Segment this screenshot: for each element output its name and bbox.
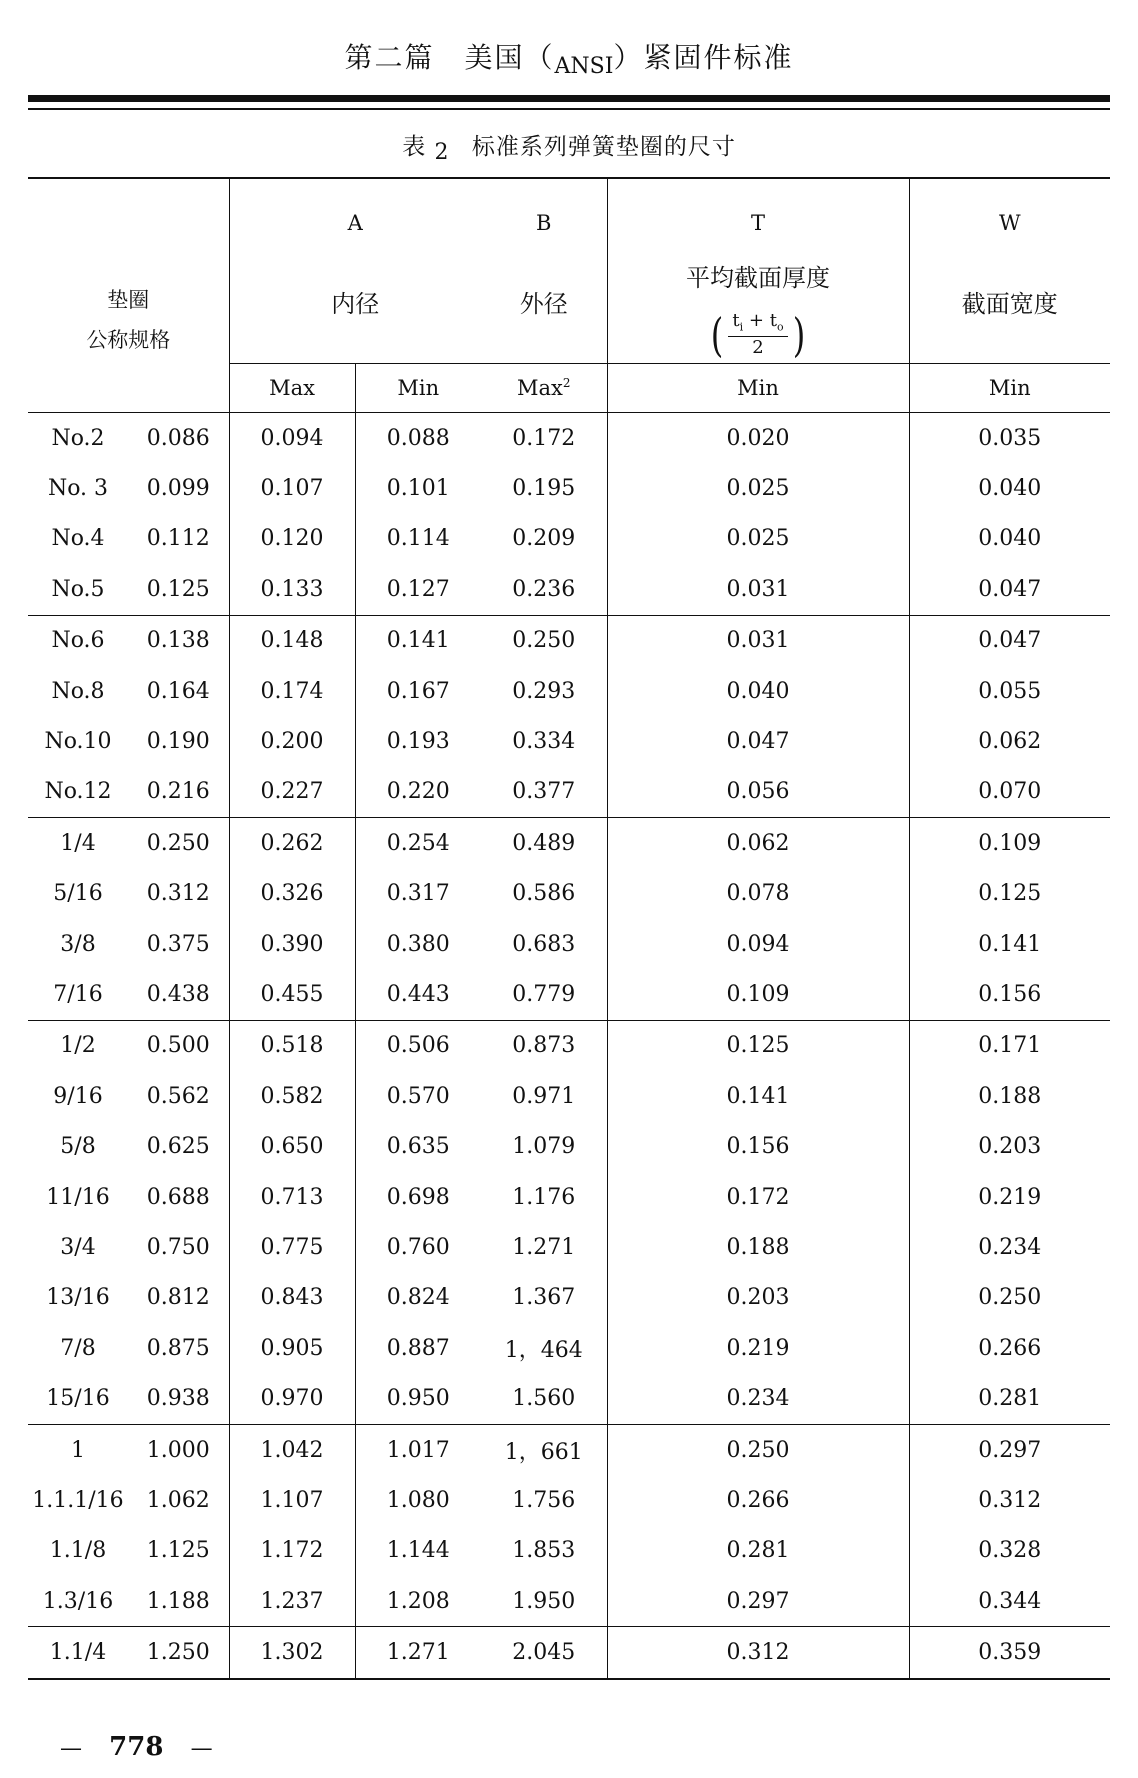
t-min-cell: 0.250 [607, 1424, 909, 1475]
formula-numerator [728, 311, 787, 337]
table-row [28, 1020, 1110, 1071]
a-max-cell: 1.172 [229, 1526, 355, 1576]
header-sub-B-max-text: Max [517, 376, 563, 400]
a-min-cell: 1.144 [386, 1538, 450, 1564]
table-row [28, 413, 1110, 464]
size-cell: 1/2 [60, 1033, 96, 1059]
size-cell: No. 3 [47, 476, 109, 502]
b-max-cell: 1.756 [481, 1475, 607, 1525]
w-min-cell: 0.035 [978, 425, 1042, 451]
header-washer-label-line2: 公称规格 [86, 327, 171, 352]
a-min-cell: 0.167 [386, 678, 450, 704]
size-cell: 1 [71, 1437, 85, 1463]
a-max-cell: 0.174 [229, 666, 355, 716]
page-header [0, 36, 1138, 79]
a-min-cell: 0.824 [386, 1285, 450, 1311]
a-max-cell: 0.326 [229, 869, 355, 919]
a-max-cell: 1.237 [229, 1576, 355, 1627]
b-max-cell: 0.489 [481, 818, 607, 869]
header-sub-T-min: Min [607, 364, 909, 413]
t-min-cell: 0.234 [607, 1373, 909, 1424]
w-min-cell: 0.266 [978, 1335, 1042, 1361]
size-cell: 1.1.1/16 [32, 1487, 124, 1513]
w-min-cell: 0.344 [909, 1576, 1110, 1627]
size-cell: 1.1/8 [49, 1538, 107, 1564]
t-min-cell: 0.056 [607, 767, 909, 818]
w-min-cell: 0.234 [978, 1234, 1042, 1260]
a-min-cell: 0.088 [386, 425, 450, 451]
nominal-cell: 1.125 [128, 1526, 229, 1576]
nominal-cell: 0.086 [128, 413, 229, 464]
nominal-cell: 0.812 [128, 1273, 229, 1323]
nominal-cell: 1.250 [128, 1627, 229, 1679]
a-min-cell: 1.080 [386, 1487, 450, 1513]
a-min-cell: 0.141 [386, 628, 450, 654]
w-min-cell: 0.250 [978, 1285, 1042, 1311]
spring-washer-table [28, 177, 1110, 1680]
b-max-cell: 0.873 [481, 1020, 607, 1071]
a-min-cell: 0.254 [386, 830, 450, 856]
t-min-cell: 0.266 [607, 1475, 909, 1525]
w-min-cell: 0.171 [978, 1033, 1042, 1059]
table-row [28, 1323, 1110, 1373]
a-max-cell: 0.970 [229, 1373, 355, 1424]
table-row [28, 1121, 1110, 1171]
header-B-name: 外径 [481, 239, 607, 364]
w-min-cell: 0.141 [978, 931, 1042, 957]
t-min-cell: 0.020 [607, 413, 909, 464]
w-min-cell: 0.062 [978, 729, 1042, 755]
page-number: 778 [109, 1732, 164, 1762]
size-cell: 11/16 [46, 1184, 110, 1210]
nominal-cell: 1.188 [128, 1576, 229, 1627]
nominal-cell: 0.099 [128, 463, 229, 513]
a-min-cell: 0.950 [355, 1373, 481, 1424]
b-max-cell: 1.853 [481, 1526, 607, 1576]
formula-ti-sub: i [739, 320, 744, 334]
b-max-cell: 1.271 [481, 1222, 607, 1272]
formula-to-sub: o [776, 320, 784, 334]
size-cell: No.12 [28, 767, 128, 818]
table-row [28, 615, 1110, 666]
w-min-cell: 0.040 [978, 476, 1042, 502]
a-max-cell: 0.262 [229, 818, 355, 869]
table-row [28, 969, 1110, 1020]
a-min-cell: 0.887 [386, 1335, 450, 1361]
table-row [28, 1373, 1110, 1424]
b-max-cell: 1.079 [481, 1121, 607, 1171]
table-row [28, 716, 1110, 766]
w-min-cell: 0.359 [909, 1627, 1110, 1679]
formula-denominator: 2 [752, 336, 764, 358]
w-min-cell: 0.297 [978, 1437, 1042, 1463]
size-cell: 9/16 [53, 1083, 103, 1109]
w-min-cell: 0.047 [978, 628, 1042, 654]
t-min-cell: 0.078 [607, 869, 909, 919]
header-sub-B-max-note: 2 [562, 376, 571, 390]
b-max-cell: 0.377 [481, 767, 607, 818]
b-max-cell: 1，661 [481, 1424, 607, 1475]
table-row [28, 1526, 1110, 1576]
b-max-cell: 0.683 [481, 919, 607, 969]
a-min-cell: 0.114 [386, 526, 450, 552]
a-min-cell: 0.635 [386, 1134, 450, 1160]
t-min-cell: 0.312 [607, 1627, 909, 1679]
a-min-cell: 0.220 [355, 767, 481, 818]
header-sub-W-min: Min [909, 364, 1110, 413]
t-min-cell: 0.219 [607, 1323, 909, 1373]
size-cell: No.8 [51, 678, 105, 704]
header-col-T: T [607, 178, 909, 239]
table-row [28, 818, 1110, 869]
header-sub-A-min: Min [355, 364, 481, 413]
w-min-cell: 0.312 [978, 1487, 1042, 1513]
a-max-cell: 0.200 [229, 716, 355, 766]
header-T-name: 平均截面厚度 [607, 239, 909, 311]
nominal-cell: 0.438 [128, 969, 229, 1020]
table-row [28, 1627, 1110, 1679]
a-max-cell: 0.518 [229, 1020, 355, 1071]
header-W-name: 截面宽度 [961, 289, 1058, 318]
header-sub-blank [28, 364, 229, 413]
nominal-cell: 0.164 [128, 666, 229, 716]
a-min-cell: 0.760 [386, 1234, 450, 1260]
table-row [28, 564, 1110, 615]
caption-prefix: 表 [402, 134, 427, 160]
t-min-cell: 0.047 [607, 716, 909, 766]
a-max-cell: 0.094 [229, 413, 355, 464]
table-row [28, 1172, 1110, 1222]
header-sub-A-max: Max [229, 364, 355, 413]
t-min-cell: 0.062 [607, 818, 909, 869]
a-min-cell: 1.017 [386, 1437, 450, 1463]
a-max-cell: 1.302 [229, 1627, 355, 1679]
formula-right-paren: ) [792, 307, 805, 362]
w-min-cell: 0.040 [978, 526, 1042, 552]
table-row [28, 869, 1110, 919]
header-A-name: 内径 [331, 289, 380, 318]
a-max-cell: 0.713 [229, 1172, 355, 1222]
table-row [28, 514, 1110, 564]
footer-dash-left: — [60, 1736, 82, 1761]
b-max-cell: 1.176 [481, 1172, 607, 1222]
a-min-cell: 0.101 [386, 476, 450, 502]
size-cell: 3/8 [60, 931, 96, 957]
size-cell: 1/4 [60, 830, 96, 856]
w-min-cell: 0.070 [909, 767, 1110, 818]
a-min-cell: 0.317 [386, 881, 450, 907]
header-col-B: B [481, 178, 607, 239]
nominal-cell: 1.000 [128, 1424, 229, 1475]
b-max-cell: 0.971 [481, 1071, 607, 1121]
t-min-cell: 0.025 [607, 514, 909, 564]
a-max-cell: 0.582 [229, 1071, 355, 1121]
header-col-A: A [229, 178, 481, 239]
t-min-cell: 0.281 [607, 1526, 909, 1576]
a-min-cell: 0.380 [386, 931, 450, 957]
nominal-cell: 0.938 [128, 1373, 229, 1424]
nominal-cell: 0.625 [128, 1121, 229, 1171]
a-min-cell: 0.506 [386, 1033, 450, 1059]
nominal-cell: 0.875 [128, 1323, 229, 1373]
table-row [28, 767, 1110, 818]
size-cell: 13/16 [46, 1285, 110, 1311]
header-sub-B-max [481, 364, 607, 413]
size-cell: 1.3/16 [28, 1576, 128, 1627]
b-max-cell: 0.293 [481, 666, 607, 716]
b-max-cell: 0.334 [481, 716, 607, 766]
table-row [28, 463, 1110, 513]
table-row [28, 1424, 1110, 1475]
size-cell: No.6 [51, 628, 105, 654]
b-max-cell: 0.209 [481, 514, 607, 564]
t-min-cell: 0.203 [607, 1273, 909, 1323]
nominal-cell: 0.125 [128, 564, 229, 615]
t-min-cell: 0.109 [607, 969, 909, 1020]
a-max-cell: 0.650 [229, 1121, 355, 1171]
b-max-cell: 0.779 [481, 969, 607, 1020]
table-row [28, 919, 1110, 969]
size-cell: 15/16 [28, 1373, 128, 1424]
w-min-cell: 0.328 [978, 1538, 1042, 1564]
a-min-cell: 0.127 [355, 564, 481, 615]
w-min-cell: 0.109 [978, 830, 1042, 856]
nominal-cell: 0.190 [128, 716, 229, 766]
nominal-cell: 0.312 [128, 869, 229, 919]
a-max-cell: 1.107 [229, 1475, 355, 1525]
formula-left-paren: ( [711, 307, 724, 362]
a-min-cell: 1.271 [355, 1627, 481, 1679]
table-row [28, 666, 1110, 716]
a-max-cell: 0.905 [229, 1323, 355, 1373]
header-title-prefix: 第二篇 美国（ [344, 41, 555, 74]
t-min-cell: 0.141 [607, 1071, 909, 1121]
a-max-cell: 1.042 [229, 1424, 355, 1475]
nominal-cell: 0.112 [128, 514, 229, 564]
nominal-cell: 1.062 [128, 1475, 229, 1525]
b-max-cell: 1.367 [481, 1273, 607, 1323]
w-min-cell: 0.055 [978, 678, 1042, 704]
w-min-cell: 0.156 [909, 969, 1110, 1020]
table-row [28, 1576, 1110, 1627]
a-max-cell: 0.133 [229, 564, 355, 615]
a-max-cell: 0.107 [229, 463, 355, 513]
nominal-cell: 0.375 [128, 919, 229, 969]
thickness-formula [708, 307, 807, 362]
table-caption [0, 128, 1138, 165]
formula-fraction [728, 311, 787, 358]
header-rule-thick [28, 95, 1110, 102]
b-max-cell: 2.045 [481, 1627, 607, 1679]
t-min-cell: 0.125 [607, 1020, 909, 1071]
b-max-cell: 1，464 [481, 1323, 607, 1373]
size-cell: No.10 [44, 729, 112, 755]
header-rule-thin [28, 108, 1110, 110]
w-min-cell: 0.047 [909, 564, 1110, 615]
formula-ti: t [732, 310, 740, 331]
header-washer-label-line1: 垫圈 [107, 287, 150, 312]
w-min-cell: 0.219 [978, 1184, 1042, 1210]
size-cell: 3/4 [60, 1234, 96, 1260]
t-min-cell: 0.156 [607, 1121, 909, 1171]
page-footer [60, 1732, 213, 1762]
header-col-W: W [909, 178, 1110, 239]
w-min-cell: 0.188 [978, 1083, 1042, 1109]
size-cell: 1.1/4 [28, 1627, 128, 1679]
t-min-cell: 0.188 [607, 1222, 909, 1272]
a-min-cell: 1.208 [355, 1576, 481, 1627]
nominal-cell: 0.688 [128, 1172, 229, 1222]
size-cell: No.4 [51, 526, 105, 552]
size-cell: No.2 [51, 425, 105, 451]
t-min-cell: 0.031 [607, 615, 909, 666]
w-min-cell: 0.203 [978, 1134, 1042, 1160]
header-T-formula [607, 307, 909, 364]
a-max-cell: 0.120 [229, 514, 355, 564]
b-max-cell: 0.250 [481, 615, 607, 666]
header-washer-size [28, 178, 229, 364]
b-max-cell: 0.586 [481, 869, 607, 919]
a-max-cell: 0.227 [229, 767, 355, 818]
a-min-cell: 0.698 [386, 1184, 450, 1210]
b-max-cell: 0.195 [481, 463, 607, 513]
b-max-cell: 0.172 [481, 413, 607, 464]
t-min-cell: 0.040 [607, 666, 909, 716]
header-title-suffix: ）紧固件标准 [613, 41, 794, 74]
b-max-cell: 1.950 [481, 1576, 607, 1627]
a-max-cell: 0.455 [229, 969, 355, 1020]
t-min-cell: 0.031 [607, 564, 909, 615]
w-min-cell: 0.281 [909, 1373, 1110, 1424]
table-row [28, 1273, 1110, 1323]
formula-plus: + [748, 310, 765, 331]
b-max-cell: 0.236 [481, 564, 607, 615]
t-min-cell: 0.172 [607, 1172, 909, 1222]
nominal-cell: 0.500 [128, 1020, 229, 1071]
size-cell: 5/16 [53, 881, 103, 907]
b-max-cell: 1.560 [481, 1373, 607, 1424]
nominal-cell: 0.750 [128, 1222, 229, 1272]
footer-dash-right: — [190, 1736, 213, 1761]
t-min-cell: 0.025 [607, 463, 909, 513]
formula-to: t [769, 310, 777, 331]
size-cell: 7/16 [28, 969, 128, 1020]
a-max-cell: 0.843 [229, 1273, 355, 1323]
t-min-cell: 0.094 [607, 919, 909, 969]
a-min-cell: 0.443 [355, 969, 481, 1020]
t-min-cell: 0.297 [607, 1576, 909, 1627]
size-cell: 7/8 [60, 1335, 96, 1361]
table-body [28, 413, 1110, 1679]
a-min-cell: 0.193 [386, 729, 450, 755]
table-row [28, 1475, 1110, 1525]
a-max-cell: 0.775 [229, 1222, 355, 1272]
nominal-cell: 0.216 [128, 767, 229, 818]
a-max-cell: 0.148 [229, 615, 355, 666]
caption-title: 标准系列弹簧垫圈的尺寸 [471, 134, 736, 160]
table-row [28, 1071, 1110, 1121]
size-cell: 5/8 [60, 1134, 96, 1160]
a-max-cell: 0.390 [229, 919, 355, 969]
caption-number: 2 [434, 140, 450, 165]
header-title-ansi: ANSI [554, 54, 614, 79]
a-min-cell: 0.570 [386, 1083, 450, 1109]
nominal-cell: 0.250 [128, 818, 229, 869]
nominal-cell: 0.562 [128, 1071, 229, 1121]
size-cell: No.5 [28, 564, 128, 615]
nominal-cell: 0.138 [128, 615, 229, 666]
table-row [28, 1222, 1110, 1272]
w-min-cell: 0.125 [978, 881, 1042, 907]
